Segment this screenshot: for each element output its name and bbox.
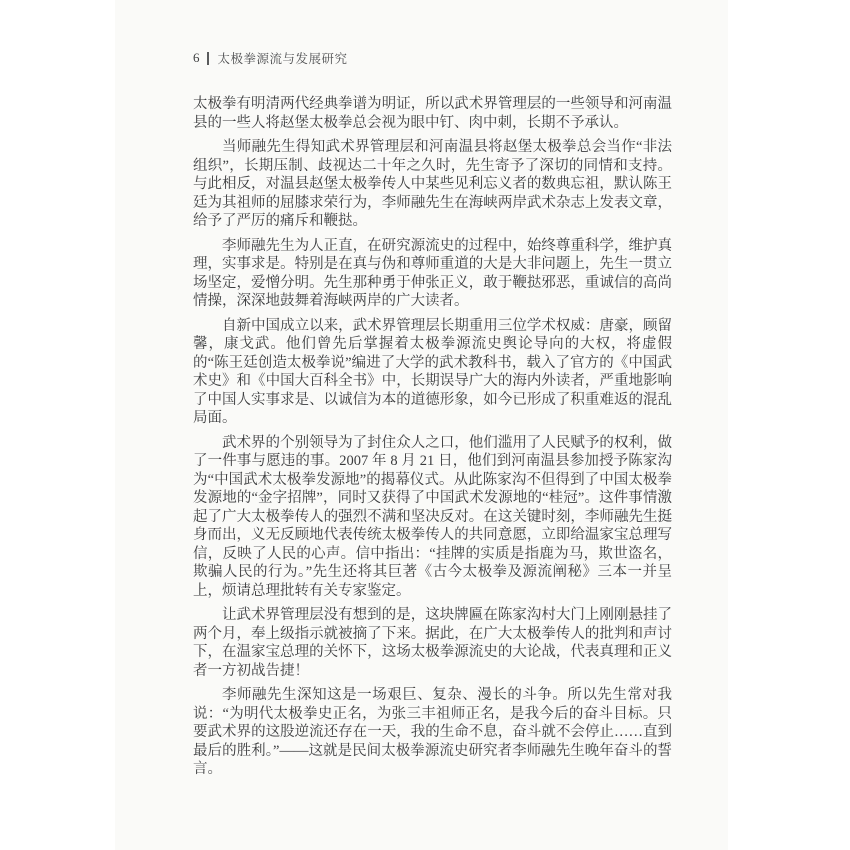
running-title: 太极拳源流与发展研究 <box>217 52 348 66</box>
paragraph-6: 让武术界管理层没有想到的是，这块牌匾在陈家沟村大门上刚刚悬挂了两个月，奉上级指示就被摘了下来。据此，在广大太极拳传人的批判和声讨下，在温家宝总理的关怀下，这场太极拳源流史的大论战，代表真理和正义者一方初战告捷！ <box>193 607 672 679</box>
paragraph-3: 李师融先生为人正直，在研究源流史的过程中，始终尊重科学，维护真理，实事求是。特别是在真与伪和尊师重道的大是大非问题上，先生一贯立场坚定，爱憎分明。先生那种勇于伸张正义，敢于鞭挞邪恶，重诚信的高尚情操，深深地鼓舞着海峡两岸的广大读者。 <box>193 237 672 309</box>
book-page <box>115 0 728 850</box>
paragraph-2: 当师融先生得知武术界管理层和河南温县将赵堡太极拳总会当作“非法组织”，长期压制、歧视达二十年之久时，先生寄予了深切的同情和支持。与此相反，对温县赵堡太极拳传人中某些见利忘义者的数典忘祖，默认陈王廷为其祖师的屈膝求荣行为，李师融先生在海峡两岸武术杂志上发表文章，给予了严厉的痛斥和鞭挞。 <box>193 139 672 229</box>
header-divider <box>207 52 209 65</box>
paragraph-5: 武术界的个别领导为了封住众人之口，他们滥用了人民赋予的权利，做了一件事与愿违的事。2007 年 8 月 21 日，他们到河南温县参加授予陈家沟为“中国武术太极拳发源地”的揭幕仪式。从此陈家沟不但得到了中国太极拳发源地的“金字招牌”，同时又获得了中国武术发源地的“桂冠”。这件事情激起了广大太极拳传人的强烈不满和坚决反对。在这关键时刻，李师融先生挺身而出，义无反顾地代表传统太极拳传人的共同意愿，立即给温家宝总理写信，反映了人民的心声。信中指出：“挂牌的实质是指鹿为马，欺世盗名，欺骗人民的行为。”先生还将其巨著《古今太极拳及源流阐秘》三本一并呈上，烦请总理批转有关专家鉴定。 <box>193 434 672 599</box>
page-header <box>193 49 348 67</box>
page-body <box>193 95 672 785</box>
paragraph-7: 李师融先生深知这是一场艰巨、复杂、漫长的斗争。所以先生常对我说：“为明代太极拳史正名，为张三丰祖师正名，是我今后的奋斗目标。只要武术界的这股逆流还存在一天，我的生命不息，奋斗就不会停止……直到最后的胜利。”——这就是民间太极拳源流史研究者李师融先生晚年奋斗的誓言。 <box>193 687 672 777</box>
paragraph-1: 太极拳有明清两代经典拳谱为明证，所以武术界管理层的一些领导和河南温县的一些人将赵堡太极拳总会视为眼中钉、肉中刺，长期不予承认。 <box>193 96 672 131</box>
page-number: 6 <box>193 50 200 65</box>
paragraph-4: 自新中国成立以来，武术界管理层长期重用三位学术权威：唐豪，顾留馨，康戈武。他们曾先后掌握着太极拳源流史舆论导向的大权，将虚假的“陈王廷创造太极拳说”编进了大学的武术教科书，载入了官方的《中国武术史》和《中国大百科全书》中，长期误导广大的海内外读者，严重地影响了中国人实事求是、以诚信为本的道德形象，如今已形成了积重难返的混乱局面。 <box>193 317 672 426</box>
